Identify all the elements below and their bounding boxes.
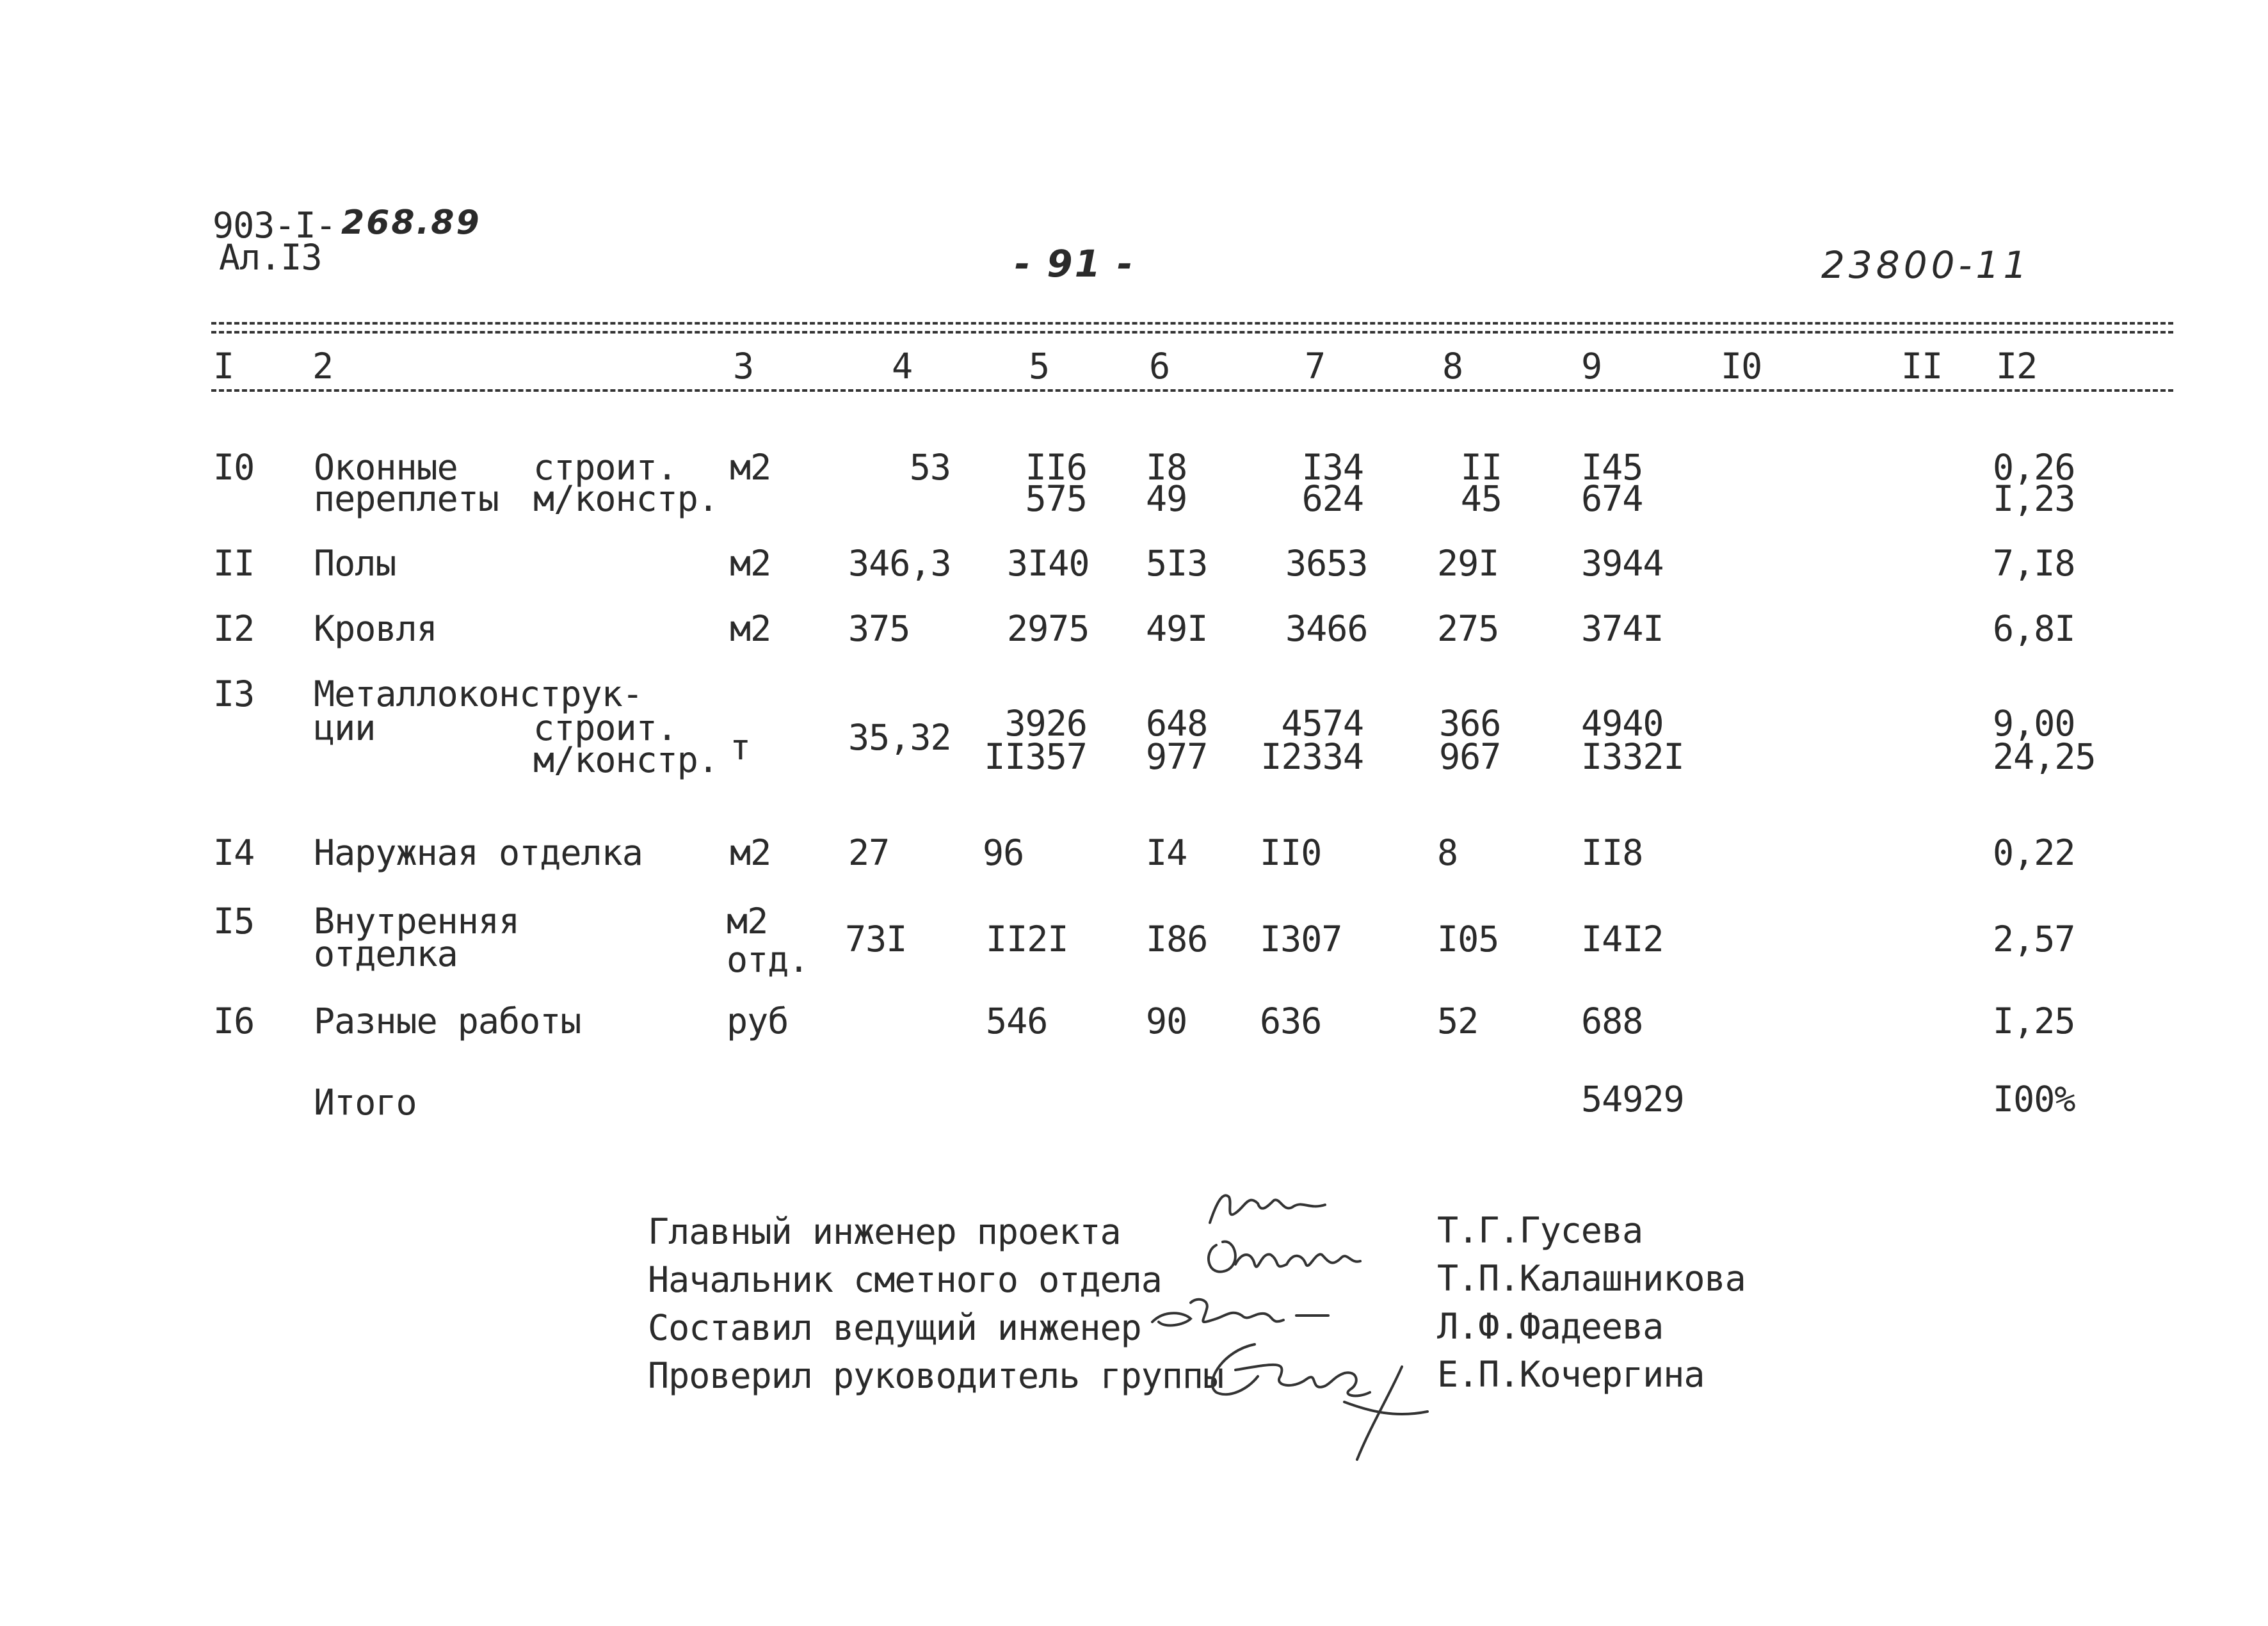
cell-col12: 24,25: [1993, 736, 2096, 777]
unit: отд.: [727, 939, 809, 980]
total-label: Итого: [314, 1082, 417, 1123]
cell-col8: II: [1460, 447, 1502, 488]
document-code-handwritten: 268.89: [341, 204, 481, 242]
signatory-role: Начальник сметного отдела: [648, 1259, 1162, 1300]
cell-col7: 3466: [1285, 608, 1368, 649]
signatory-name: Т.П.Калашникова: [1437, 1258, 1746, 1299]
column-number: II: [1901, 346, 1943, 387]
cell-col9: I4I2: [1581, 919, 1664, 960]
cell-col8: 29I: [1437, 543, 1499, 584]
cell-col6: 90: [1146, 1001, 1187, 1042]
row-number: II: [213, 543, 255, 584]
row-name: ции: [314, 707, 376, 748]
column-number: I0: [1721, 346, 1762, 387]
cell-col12: I,25: [1993, 1001, 2075, 1042]
cell-col7: 4574: [1281, 703, 1363, 744]
cell-col9: 674: [1581, 478, 1643, 519]
cell-col6: 977: [1146, 736, 1208, 777]
cell-col9: I332I: [1581, 736, 1684, 777]
inventory-number: 23800-11: [1821, 243, 2031, 287]
row-number: I5: [213, 901, 255, 942]
column-number: 6: [1149, 346, 1170, 387]
cell-col7: I307: [1260, 919, 1342, 960]
cell-col7: 3653: [1285, 543, 1368, 584]
column-number: 5: [1029, 346, 1050, 387]
signatory-name: Л.Ф.Фадеева: [1437, 1306, 1664, 1347]
cell-col9: II8: [1581, 832, 1643, 873]
cell-col8: 52: [1437, 1001, 1479, 1042]
row-name: Металлоконструк-: [314, 673, 643, 714]
total-percent: I00%: [1993, 1079, 2075, 1120]
row-name: Внутренняя: [314, 901, 520, 942]
row-name: переплеты: [314, 478, 499, 519]
cell-col8: I05: [1437, 919, 1499, 960]
row-number: I4: [213, 832, 255, 873]
cell-col5: 575: [1025, 478, 1087, 519]
cell-col4: 346,3: [848, 543, 951, 584]
unit: м2: [730, 608, 771, 649]
cell-col8: 967: [1439, 736, 1501, 777]
cell-col5: 3926: [1004, 703, 1087, 744]
cell-col12: 6,8I: [1993, 608, 2075, 649]
signatory-role: Главный инженер проекта: [648, 1211, 1121, 1252]
unit: м2: [730, 543, 771, 584]
unit: руб: [727, 1001, 789, 1042]
album-number: Ал.I3: [219, 237, 322, 278]
cell-col4: 375: [848, 608, 910, 649]
signatory-name: Е.П.Кочергина: [1437, 1354, 1705, 1395]
cell-col12: 2,57: [1993, 919, 2075, 960]
unit: т: [730, 727, 751, 768]
cell-col9: 4940: [1581, 703, 1664, 744]
cell-col12: 9,00: [1993, 703, 2075, 744]
column-number: I2: [1996, 346, 2038, 387]
signatory-role: Проверил руководитель группы: [648, 1355, 1224, 1396]
rule-top-1: [211, 322, 2173, 325]
cell-col12: 0,26: [1993, 447, 2075, 488]
cell-col12: 7,I8: [1993, 543, 2075, 584]
row-subtype: строит.: [533, 447, 677, 488]
cell-col9: 3944: [1581, 543, 1664, 584]
unit: м2: [727, 901, 768, 942]
row-name: Полы: [314, 543, 396, 584]
rule-under-header: [211, 389, 2173, 392]
row-subtype: м/констр.: [533, 739, 719, 780]
row-name: отделка: [314, 933, 458, 974]
signatory-role: Составил ведущий инженер: [648, 1307, 1141, 1348]
cell-col5: II357: [984, 736, 1087, 777]
cell-col12: I,23: [1993, 478, 2075, 519]
cell-col9: I45: [1581, 447, 1643, 488]
signatory-name: Т.Г.Гусева: [1437, 1210, 1643, 1251]
cell-col8: 45: [1460, 478, 1502, 519]
column-number: 3: [733, 346, 754, 387]
cell-col4: 35,32: [848, 717, 951, 758]
row-subtype: строит.: [533, 707, 677, 748]
cell-col6: I8: [1146, 447, 1187, 488]
row-name: Наружная отделка: [314, 832, 643, 873]
rule-top-2: [211, 331, 2173, 334]
cell-col5: 96: [983, 832, 1024, 873]
column-number: 7: [1305, 346, 1326, 387]
row-number: I6: [213, 1001, 255, 1042]
signature-scribble-4: [1197, 1332, 1453, 1466]
cell-col9: 688: [1581, 1001, 1643, 1042]
cell-col7: 636: [1260, 1001, 1322, 1042]
cell-col4: 53: [909, 447, 951, 488]
cell-col6: I86: [1146, 919, 1208, 960]
cell-col8: 275: [1437, 608, 1499, 649]
row-number: I0: [213, 447, 255, 488]
cell-col7: I34: [1301, 447, 1363, 488]
row-number: I2: [213, 608, 255, 649]
cell-col5: 546: [986, 1001, 1048, 1042]
cell-col4: 27: [848, 832, 890, 873]
row-name: Разные работы: [314, 1001, 581, 1042]
cell-col6: I4: [1146, 832, 1187, 873]
cell-col8: 8: [1437, 832, 1458, 873]
row-subtype: м/констр.: [533, 478, 719, 519]
cell-col6: 648: [1146, 703, 1208, 744]
document-code: 903-I-: [213, 205, 336, 246]
cell-col7: II0: [1260, 832, 1322, 873]
cell-col6: 49I: [1146, 608, 1208, 649]
cell-col7: I2334: [1260, 736, 1363, 777]
column-number: 8: [1442, 346, 1463, 387]
column-number: 4: [892, 346, 913, 387]
row-name: Кровля: [314, 608, 437, 649]
cell-col7: 624: [1301, 478, 1363, 519]
cell-col5: 3I40: [1007, 543, 1090, 584]
cell-col4: 73I: [845, 919, 907, 960]
cell-col5: II6: [1025, 447, 1087, 488]
cell-col8: 366: [1439, 703, 1501, 744]
row-name: Оконные: [314, 447, 458, 488]
column-number: I: [213, 346, 234, 387]
cell-col5: 2975: [1007, 608, 1090, 649]
cell-col5: II2I: [986, 919, 1068, 960]
cell-col6: 49: [1146, 478, 1187, 519]
signature-scribble-2: [1197, 1226, 1402, 1287]
total-sum: 54929: [1581, 1079, 1684, 1120]
cell-col12: 0,22: [1993, 832, 2075, 873]
page-number: - 91 -: [1015, 242, 1135, 286]
unit: м2: [730, 447, 771, 488]
row-number: I3: [213, 673, 255, 714]
column-number: 2: [312, 346, 334, 387]
column-number: 9: [1581, 346, 1602, 387]
cell-col9: 374I: [1581, 608, 1664, 649]
cell-col6: 5I3: [1146, 543, 1208, 584]
unit: м2: [730, 832, 771, 873]
